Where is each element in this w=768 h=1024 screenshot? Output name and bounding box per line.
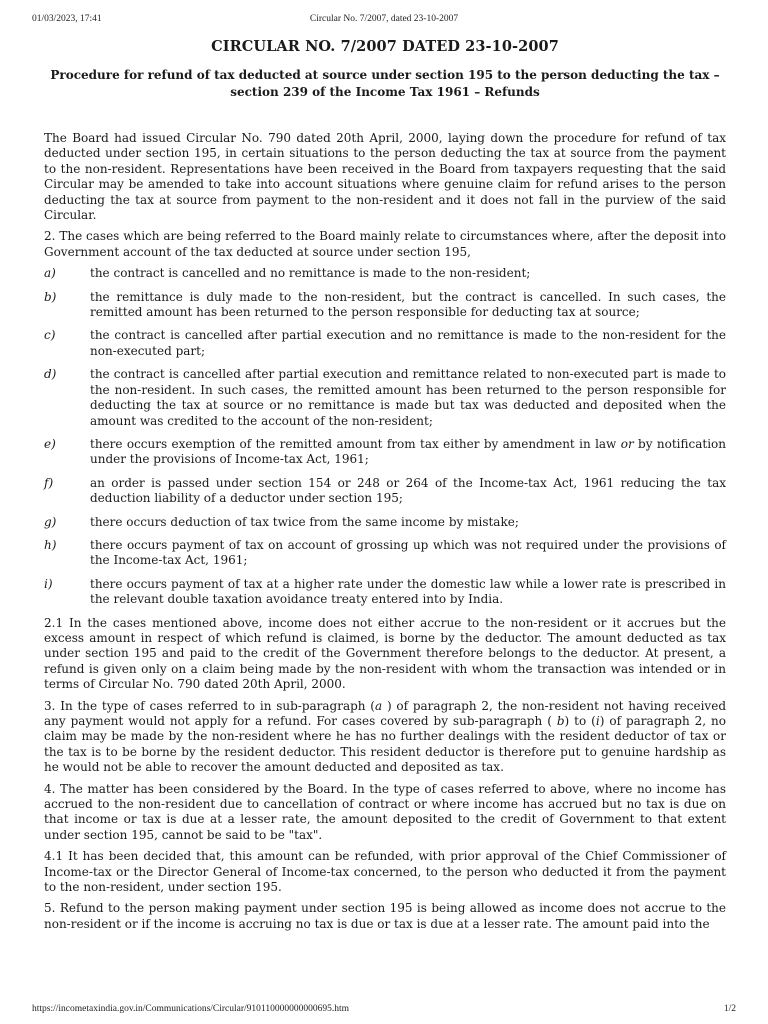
- paragraph-1: The Board had issued Circular No. 790 dated 20th April, 2000, laying down the procedure for refund of tax deducted under section 195, in certain situations to the person deducting the tax at source from the payment to the non-resident. Representations have been received in the Board from taxpayers requesting that the said Circular may be amended to take into account situations where genuine claim for refund arises to the person deducting the tax at source from payment to the non-resident and it does not fall in the purview of the said Circular.: [44, 131, 726, 223]
- paragraph-4: 4. The matter has been considered by the Board. In the type of cases referred to above, where no income has accrued to the non-resident due to cancellation of contract or where income has accrued but no tax is due on that income or tax is due at a lesser rate, the amount deposited to the credit of Government to that extent under section 195, cannot be said to be "tax".: [44, 781, 726, 842]
- list-item-text: the contract is cancelled after partial execution and remittance related to non-executed part is made to the non-resident. In such cases, the remitted amount has been returned to the person responsible for deducting the tax at source or no remittance is made but tax was deducted and deposited when the amount was credited to the account of the non-resident;: [90, 367, 726, 428]
- list-item-c: [44, 328, 726, 359]
- paragraph-3: [44, 699, 726, 776]
- print-datetime: 01/03/2023, 17:41: [32, 14, 102, 24]
- list-item-label: i): [44, 576, 53, 591]
- list-item-label: f): [44, 475, 54, 490]
- paragraph-2: 2. The cases which are being referred to the Board mainly relate to circumstances where, after the deposit into Government account of the tax deducted at source under section 195,: [44, 229, 726, 259]
- list-item-d: [44, 367, 726, 429]
- document-body: [44, 38, 726, 938]
- print-page-number: 1/2: [723, 1004, 736, 1014]
- list-item-text: the contract is cancelled and no remittance is made to the non-resident;: [90, 266, 531, 281]
- list-item-a: [44, 266, 726, 281]
- subtitle-line-2: section 239 of the Income Tax 1961 – Refunds: [230, 85, 540, 99]
- paragraph-3-emphasis: i: [595, 714, 600, 728]
- document-title: CIRCULAR NO. 7/2007 DATED 23-10-2007: [211, 38, 559, 55]
- paragraph-5: 5. Refund to the person making payment under section 195 is being allowed as income does not accrue to the non-resident or if the income is accruing no tax is due or tax is due at a lesser rate. The amount paid into the: [44, 901, 726, 931]
- print-footer: [32, 1004, 736, 1014]
- list-item-label: g): [44, 514, 57, 529]
- list-item-text: the remittance is duly made to the non-resident, but the contract is cancelled. In such cases, the remitted amount has been returned to the person responsible for deducting tax at source;: [90, 289, 726, 320]
- list-item-f: [44, 476, 726, 507]
- paragraph-4-1: 4.1 It has been decided that, this amount can be refunded, with prior approval of the Chief Commissioner of Income-tax or the Director General of Income-tax concerned, to the person who deducted it from the payment to the non-resident, under section 195.: [44, 849, 726, 895]
- list-item-text-part: by notification under the provisions of Income-tax Act, 1961;: [90, 436, 726, 467]
- paragraph-3-part: ) of paragraph 2, no claim may be made by the non-resident where he has no further dealings with the resident deductor of tax or the tax is to be borne by the resident deductor. This resident deductor is therefore put to genuine hardship as he would not be able to recover the amount deducted and deposited as tax.: [44, 714, 726, 775]
- list-item-text: there occurs payment of tax at a higher rate under the domestic law while a lower rate is prescribed in the relevant double taxation avoidance treaty entered into by India.: [90, 576, 726, 607]
- document-subtitle: [44, 67, 726, 101]
- list-item-label: a): [44, 266, 56, 281]
- list-item-text: there occurs payment of tax on account of grossing up which was not required under the provisions of the Income-tax Act, 1961;: [90, 537, 726, 568]
- list-item-label: h): [44, 537, 57, 552]
- list-item-label: e): [44, 436, 56, 451]
- list-item-label: b): [44, 289, 57, 304]
- subtitle-line-1: Procedure for refund of tax deducted at source under section 195 to the person deducting the tax –: [50, 68, 720, 82]
- paragraph-2-1: 2.1 In the cases mentioned above, income does not either accrue to the non-resident or it accrues but the excess amount in respect of which refund is claimed, is borne by the deductor. The amount deducted as tax under section 195 and paid to the credit of the Government therefore belongs to the deductor. At present, a refund is given only on a claim being made by the non-resident with whom the transaction was intended or in terms of Circular No. 790 dated 20th April, 2000.: [44, 615, 726, 692]
- paragraph-3-emphasis: a: [375, 698, 383, 713]
- paragraph-3-part: ) to (: [564, 714, 596, 728]
- list-item-b: [44, 290, 726, 321]
- list-item-text-part: there occurs exemption of the remitted amount from tax either by amendment in law: [90, 436, 621, 451]
- list-item-h: [44, 538, 726, 569]
- list-item-text: [90, 437, 726, 468]
- print-url: https://incometaxindia.gov.in/Communications/Circular/910110000000000695.htm: [32, 1004, 349, 1014]
- list-item-text: there occurs deduction of tax twice from the same income by mistake;: [90, 514, 519, 529]
- list-item-label: d): [44, 367, 57, 382]
- list-item-text: an order is passed under section 154 or 248 or 264 of the Income-tax Act, 1961 reducing the tax deduction liability of a deductor under section 195;: [90, 475, 726, 506]
- paragraph-3-part: 3. In the type of cases referred to in sub-paragraph (: [44, 698, 375, 713]
- list-item-text-emphasis: or: [620, 436, 634, 451]
- list-item-text: the contract is cancelled after partial execution and no remittance is made to the non-resident for the non-executed part;: [90, 328, 726, 358]
- list-item-i: [44, 577, 726, 608]
- paragraph-3-emphasis: b: [556, 714, 565, 728]
- list-item-label: c): [44, 328, 56, 343]
- print-page-title: Circular No. 7/2007, dated 23-10-2007: [309, 14, 459, 24]
- list-item-g: [44, 515, 726, 530]
- list-item-e: [44, 437, 726, 468]
- paragraph-3-part: ) of paragraph 2, the non-resident not having received any payment would not apply for a refund. For cases covered by sub-paragraph (: [44, 698, 726, 728]
